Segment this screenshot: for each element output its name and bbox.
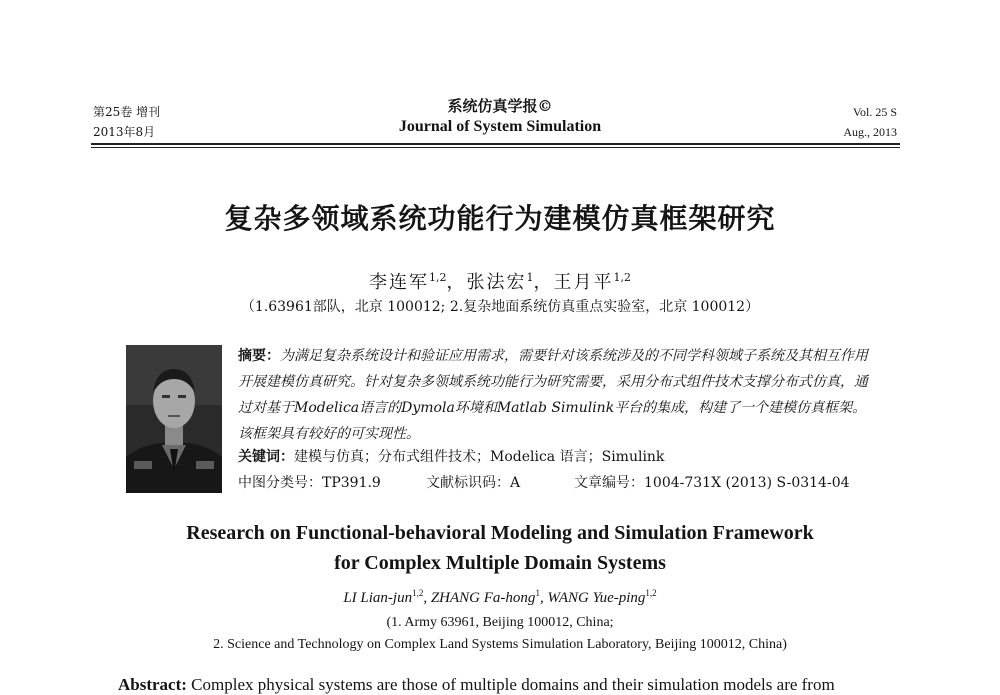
clc-number: 中图分类号：TP391.9 <box>238 475 381 491</box>
paper-title-cn: 复杂多领域系统功能行为建模仿真框架研究 <box>224 202 776 235</box>
author-en-sup: 1 <box>535 588 540 598</box>
keywords-cn <box>238 444 878 470</box>
abstract-en <box>118 675 898 695</box>
abstract-cn-text: 为满足复杂系统设计和验证应用需求，需要针对该系统涉及的不同学科领域子系统及其相互作用开展建模仿真研究。针对复杂多领域系统功能行为研究需要，采用分布式组件技术支撑分布式仿真，通过对基于Modelica语言的Dymola环境和Matlab Simulink平台的集成，构建了一个建模仿真框架。该框架具有较好的可实现性。 <box>238 348 868 442</box>
classification-line <box>238 470 850 496</box>
header-rule-thin <box>91 147 900 148</box>
author-en: ZHANG Fa-hong <box>430 590 536 606</box>
author-sup: 1,2 <box>613 271 631 284</box>
abstract-en-label: Abstract: <box>118 675 187 694</box>
affiliation-en <box>0 612 1000 656</box>
affiliation-en-line2: 2. Science and Technology on Complex Land Systems Simulation Laboratory, Beijing 100012, China) <box>213 637 787 652</box>
author-cn: 王月平 <box>553 272 614 293</box>
keywords-cn-label: 关键词： <box>238 449 294 465</box>
author-en: LI Lian-jun <box>343 590 413 606</box>
journal-volume-en-block <box>843 102 897 142</box>
author-sup: 1 <box>526 271 534 284</box>
author-en-sup: 1,2 <box>645 588 657 598</box>
author-sup: 1,2 <box>429 271 447 284</box>
author-separator: ， <box>446 272 467 293</box>
author-cn: 李连军 <box>369 272 429 293</box>
author-en-sup: 1,2 <box>412 588 424 598</box>
abstract-cn-label: 摘要： <box>238 348 280 364</box>
date-en: Aug., 2013 <box>843 125 897 139</box>
affiliation-cn: （1.63961部队，北京 100012; 2.复杂地面系统仿真重点实验室，北京 100012） <box>240 299 760 315</box>
abstract-en-text: Complex physical systems are those of multiple domains and their simulation models are from <box>186 675 835 694</box>
header-rule-thick <box>91 143 900 145</box>
author-en: WANG Yue-ping <box>547 590 646 606</box>
authors-en <box>0 588 1000 607</box>
volume-cn: 第25卷 增刊 <box>93 105 161 119</box>
author-en-separator: , <box>423 590 431 606</box>
abstract-cn <box>238 343 878 447</box>
date-cn: 2013年8月 <box>93 125 156 139</box>
paper-title-en-line2: for Complex Multiple Domain Systems <box>334 552 666 574</box>
author-separator: ， <box>533 272 554 293</box>
authors-cn <box>0 268 1000 294</box>
article-number: 文章编号：1004-731X (2013) S-0314-04 <box>574 475 850 491</box>
document-code: 文献标识码：A <box>426 475 521 491</box>
author-portrait-image <box>126 345 222 493</box>
author-photo <box>126 345 222 493</box>
author-cn: 张法宏 <box>466 272 527 293</box>
affiliation-en-line1: (1. Army 63961, Beijing 100012, China; <box>386 615 614 630</box>
author-en-separator: , <box>539 590 548 606</box>
keywords-cn-text: 建模与仿真；分布式组件技术；Modelica 语言；Simulink <box>294 449 665 465</box>
journal-name-en: Journal of System Simulation <box>398 118 602 135</box>
journal-name-cn: 系统仿真学报© <box>447 97 553 115</box>
volume-en: Vol. 25 S <box>852 105 897 119</box>
paper-title-en-line1: Research on Functional-behavioral Modeling and Simulation Framework <box>186 522 814 544</box>
paper-title-en <box>0 518 1000 578</box>
